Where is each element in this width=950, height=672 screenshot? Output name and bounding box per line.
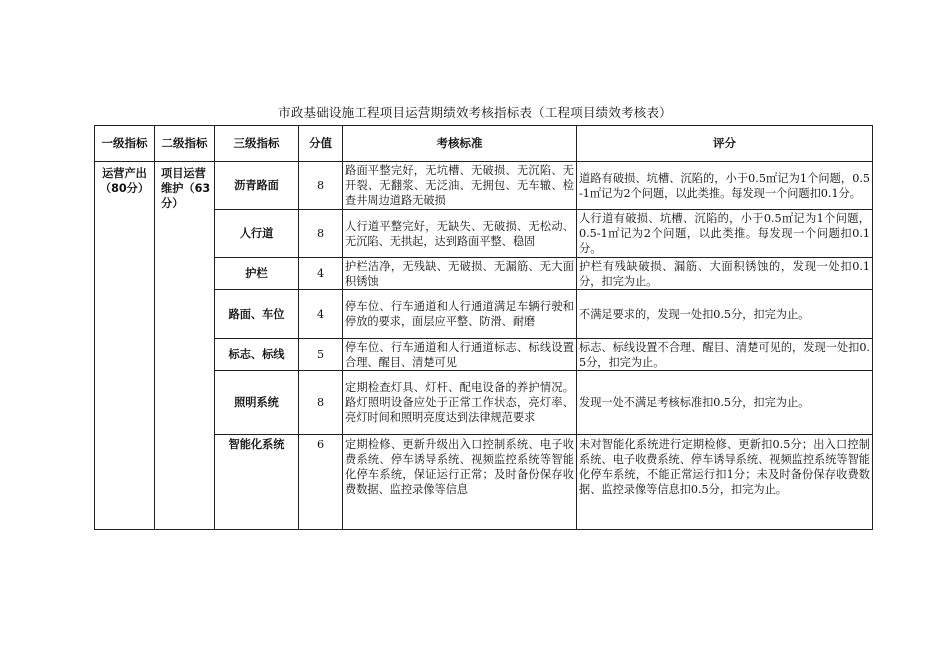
score-cell: 4 xyxy=(299,258,343,290)
evaluation-cell: 发现一处不满足考核标准扣0.5分，扣完为止。 xyxy=(577,371,873,435)
header-evaluation: 评分 xyxy=(577,126,873,162)
level2-cell: 项目运营维护（63分） xyxy=(155,162,215,530)
level1-cell: 运营产出（80分） xyxy=(95,162,155,530)
evaluation-cell: 道路有破损、坑槽、沉陷的，小于0.5㎡记为1个问题，0.5-1㎡记为2个问题，以此类推。每发现一个问题扣0.1分。 xyxy=(577,162,873,210)
score-cell: 4 xyxy=(299,290,343,339)
level3-cell: 智能化系统 xyxy=(215,435,299,530)
level3-cell: 护栏 xyxy=(215,258,299,290)
header-level2: 二级指标 xyxy=(155,126,215,162)
criteria-cell: 停车位、行车通道和人行通道标志、标线设置合理、醒目、清楚可见 xyxy=(343,339,577,371)
evaluation-cell: 标志、标线设置不合理、醒目、清楚可见的，发现一处扣0.5分，扣完为止。 xyxy=(577,339,873,371)
header-criteria: 考核标准 xyxy=(343,126,577,162)
score-cell: 6 xyxy=(299,435,343,530)
score-cell: 8 xyxy=(299,210,343,258)
header-row xyxy=(95,126,873,162)
criteria-cell: 护栏洁净，无残缺、无破损、无漏筋、无大面积锈蚀 xyxy=(343,258,577,290)
evaluation-cell: 人行道有破损、坑槽、沉陷的，小于0.5㎡记为1个问题，0.5-1㎡记为2个问题，以此类推。每发现一个问题扣0.1分。 xyxy=(577,210,873,258)
evaluation-cell: 未对智能化系统进行定期检修、更新扣0.5分；出入口控制系统、电子收费系统、停车诱导系统、视频监控系统等智能化停车系统，不能正常运行扣1分；未及时备份保存收费数据、监控录像等信息扣0.5分，扣完为止。 xyxy=(577,435,873,530)
level3-cell: 标志、标线 xyxy=(215,339,299,371)
evaluation-cell: 不满足要求的，发现一处扣0.5分，扣完为止。 xyxy=(577,290,873,339)
criteria-cell: 路面平整完好，无坑槽、无破损、无沉陷、无开裂、无翻浆、无泛油、无拥包、无车辙、检查井周边道路无破损 xyxy=(343,162,577,210)
level3-cell: 沥青路面 xyxy=(215,162,299,210)
table-title: 市政基础设施工程项目运营期绩效考核指标表（工程项目绩效考核表） xyxy=(278,105,672,120)
header-level1: 一级指标 xyxy=(95,126,155,162)
table-row xyxy=(95,162,873,210)
criteria-cell: 定期检查灯具、灯杆、配电设备的养护情况。路灯照明设备应处于正常工作状态，亮灯率、亮灯时间和照明亮度达到法律规范要求 xyxy=(343,371,577,435)
score-cell: 8 xyxy=(299,162,343,210)
level3-cell: 路面、车位 xyxy=(215,290,299,339)
score-cell: 8 xyxy=(299,371,343,435)
header-level3: 三级指标 xyxy=(215,126,299,162)
performance-table xyxy=(94,125,873,530)
header-score: 分值 xyxy=(299,126,343,162)
level3-cell: 人行道 xyxy=(215,210,299,258)
criteria-cell: 定期检修、更新升级出入口控制系统、电子收费系统、停车诱导系统、视频监控系统等智能化停车系统，保证运行正常；及时备份保存收费数据、监控录像等信息 xyxy=(343,435,577,530)
criteria-cell: 人行道平整完好，无缺失、无破损、无松动、无沉陷、无拱起，达到路面平整、稳固 xyxy=(343,210,577,258)
level3-cell: 照明系统 xyxy=(215,371,299,435)
evaluation-cell: 护栏有残缺破损、漏筋、大面积锈蚀的，发现一处扣0.1分，扣完为止。 xyxy=(577,258,873,290)
criteria-cell: 停车位、行车通道和人行通道满足车辆行驶和停放的要求，面层应平整、防滑、耐磨 xyxy=(343,290,577,339)
score-cell: 5 xyxy=(299,339,343,371)
